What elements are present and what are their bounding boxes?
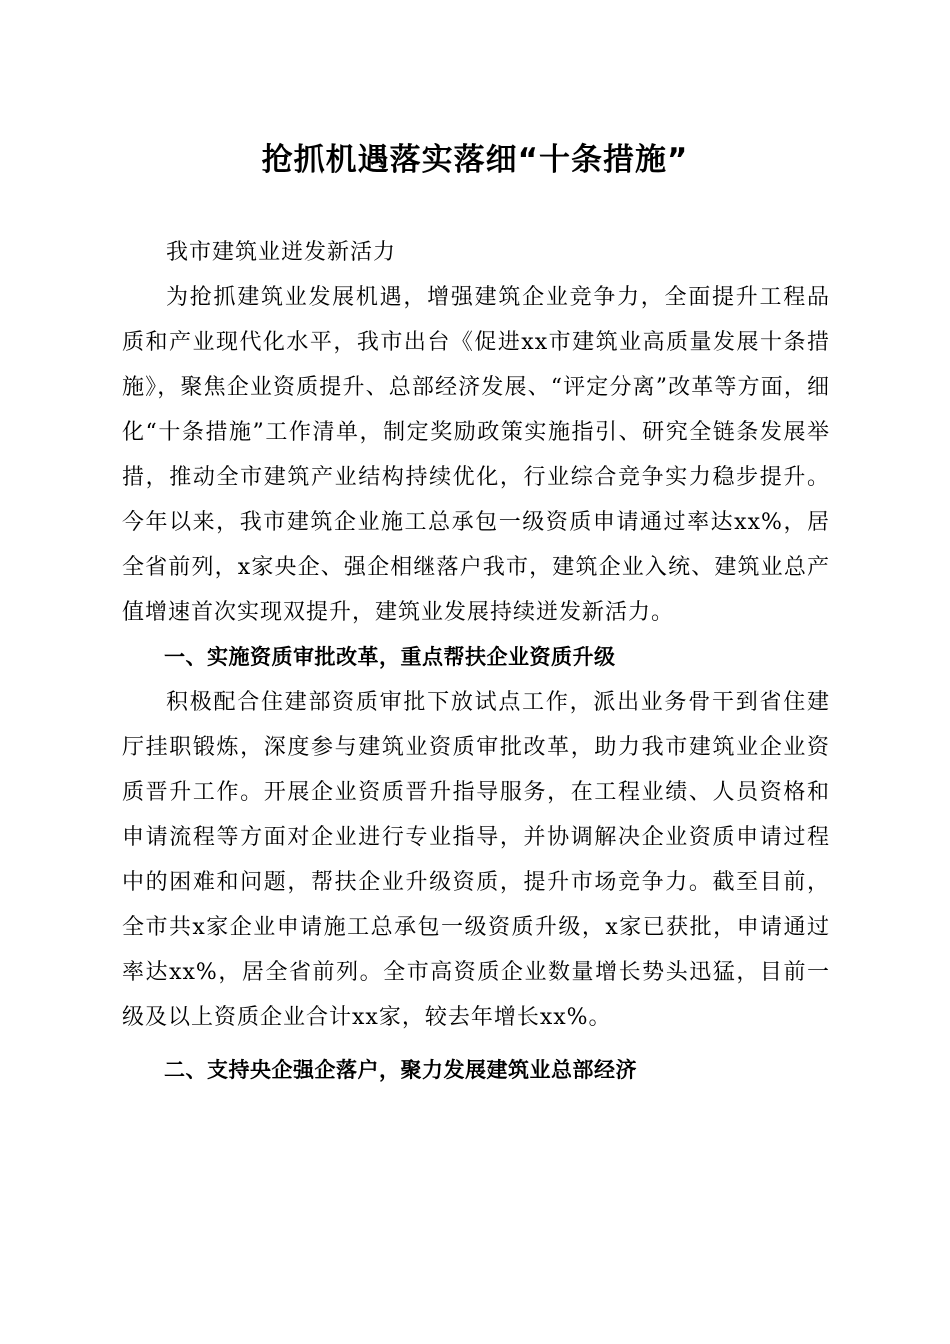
section-heading-1: 一、实施资质审批改革，重点帮扶企业资质升级 (164, 645, 616, 669)
section-body-1: 积极配合住建部资质审批下放试点工作，派出业务骨干到省住建厅挂职锻炼，深度参与建筑业资质审批改革，助力我市建筑业企业资质晋升工作。开展企业资质晋升指导服务，在工程业绩、人员资格和申请流程等方面对企业进行专业指导，并协调解决企业资质申请过程中的困难和问题，帮扶企业升级资质，提升市场竞争力。截至目前，全市共x家企业申请施工总承包一级资质升级，x家已获批，申请通过率达xx%，居全省前列。全市高资质企业数量增长势头迅猛，目前一级及以上资质企业合计xx家，较去年增长xx%。 (122, 690, 830, 1030)
document-title: 抢抓机遇落实落细“十条措施” (261, 142, 689, 178)
document-subtitle: 我市建筑业迸发新活力 (166, 240, 397, 265)
intro-paragraph: 为抢抓建筑业发展机遇，增强建筑企业竞争力，全面提升工程品质和产业现代化水平，我市出台《促进xx市建筑业高质量发展十条措施》，聚焦企业资质提升、总部经济发展、“评定分离”改革等方面，细化“十条措施”工作清单，制定奖励政策实施指引、研究全链条发展举措，推动全市建筑产业结构持续优化，行业综合竞争实力稳步提升。今年以来，我市建筑企业施工总承包一级资质申请通过率达xx%，居全省前列，x家央企、强企相继落户我市，建筑企业入统、建筑业总产值增速首次实现双提升，建筑业发展持续迸发新活力。 (122, 285, 830, 625)
section-heading-2: 二、支持央企强企落户，聚力发展建筑业总部经济 (164, 1058, 637, 1082)
document-body (122, 230, 830, 1093)
